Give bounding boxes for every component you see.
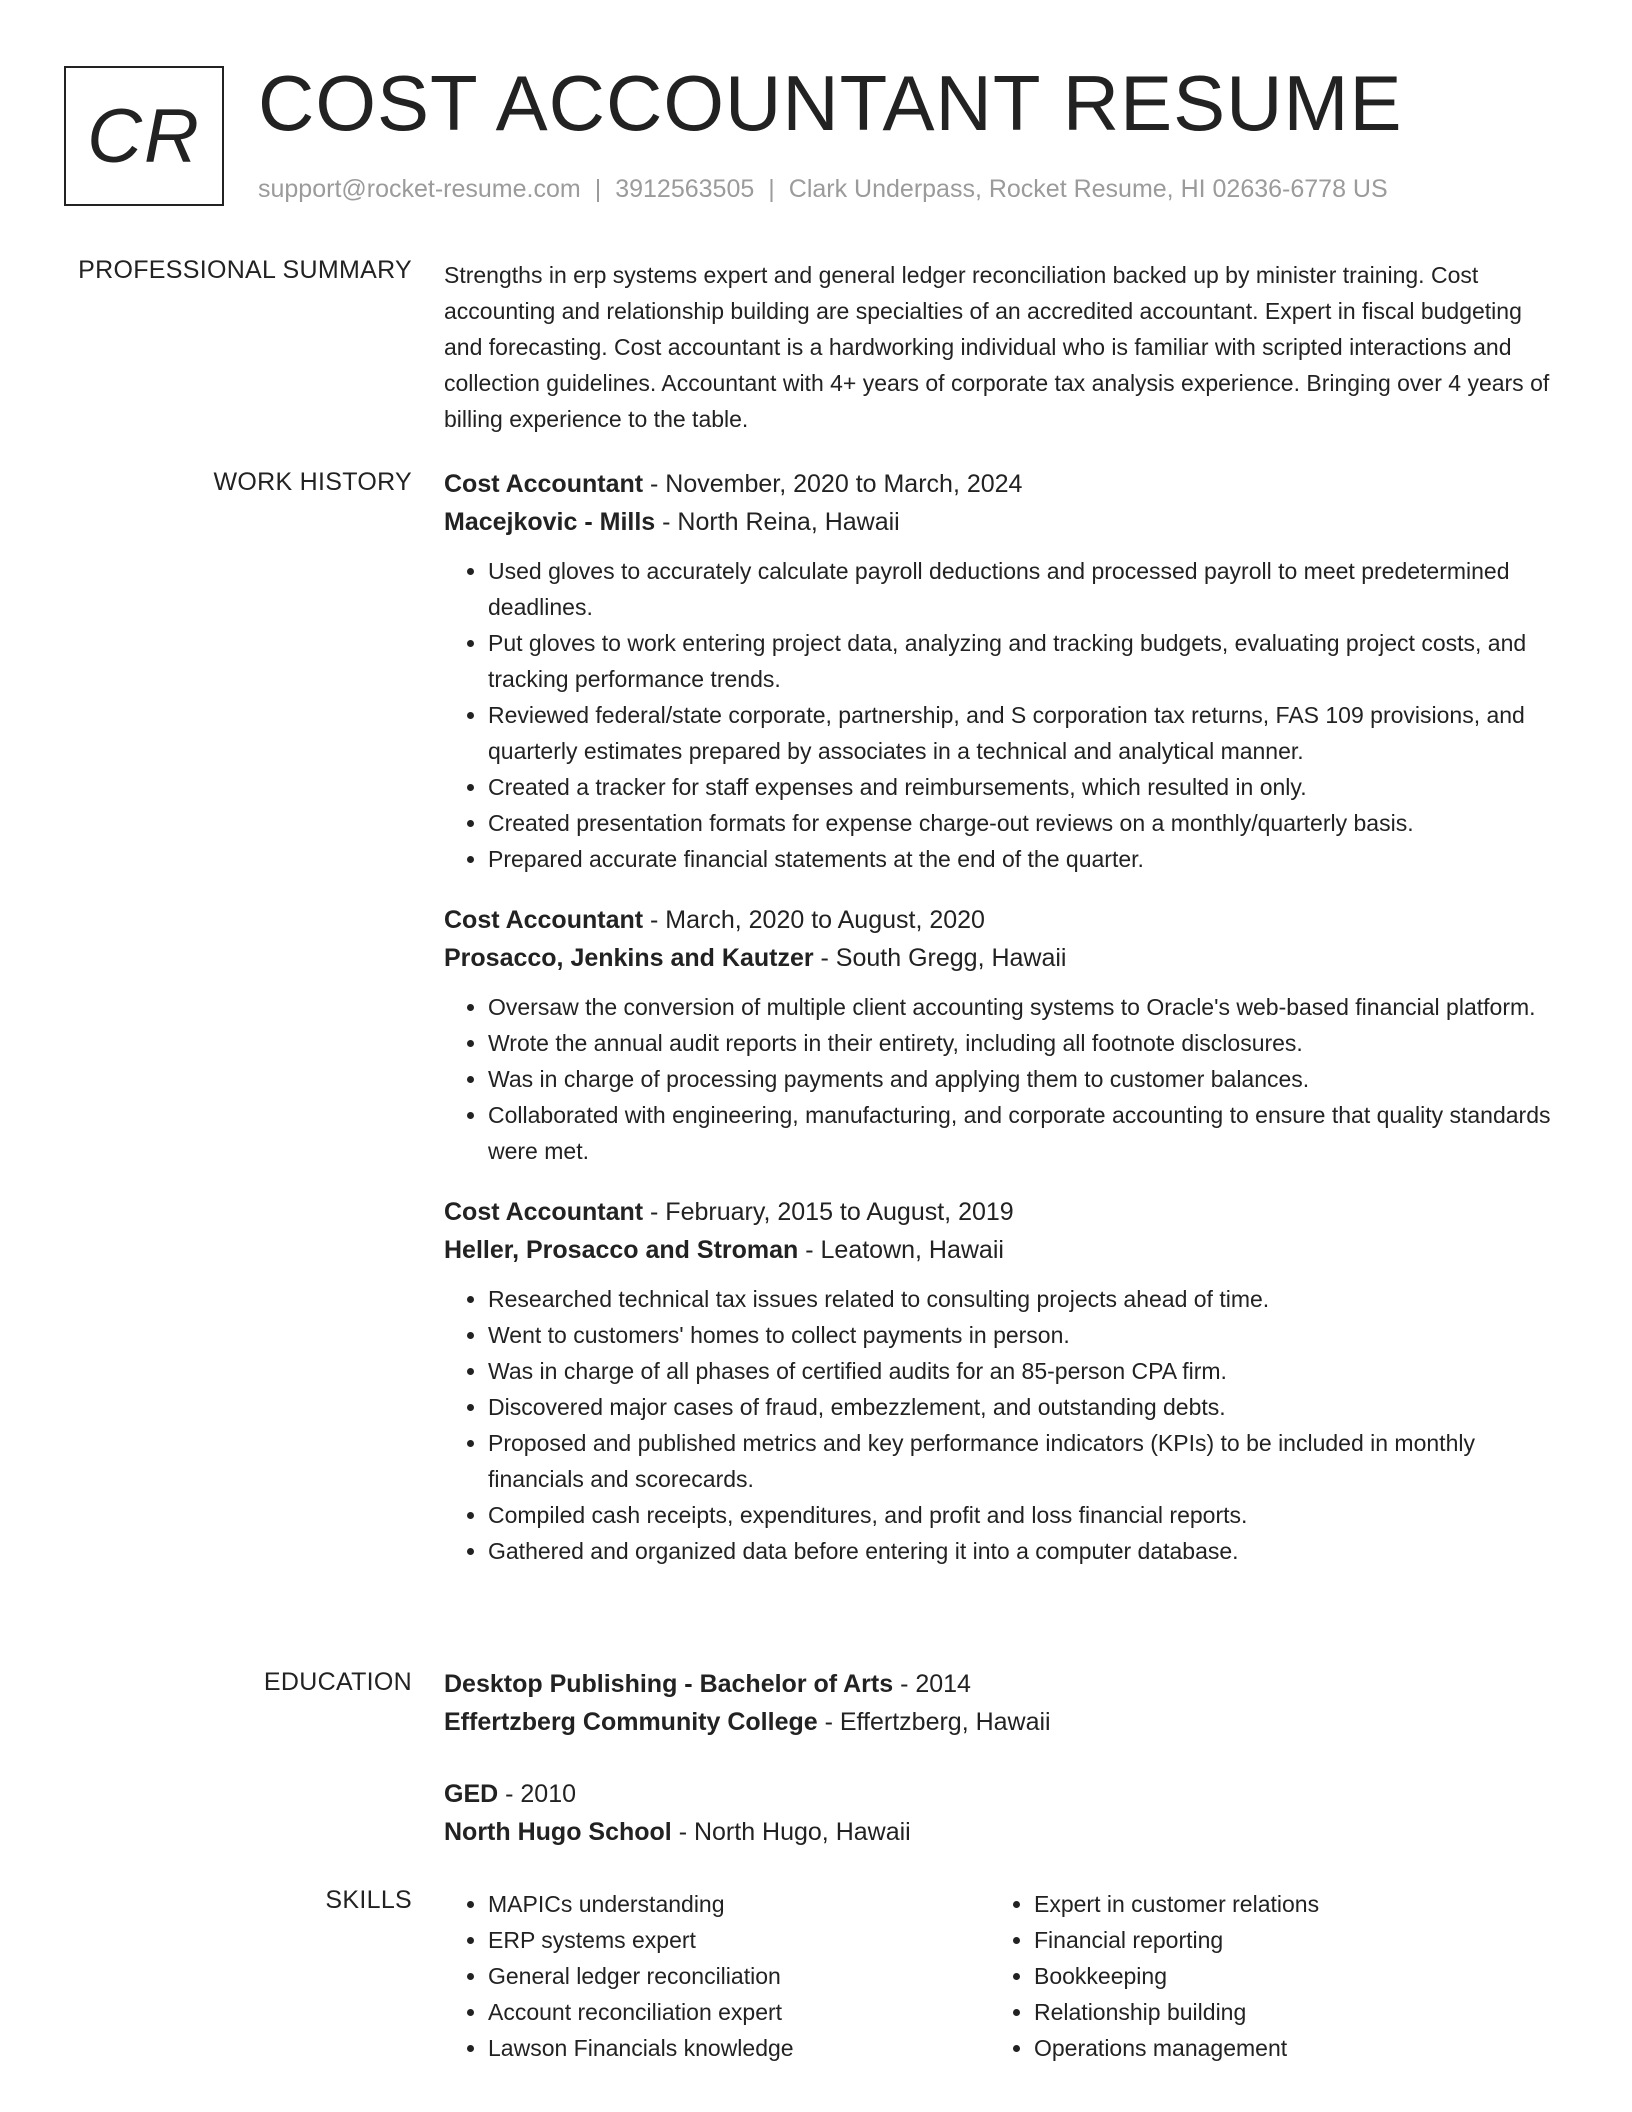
education-entry [444,1665,1560,1741]
education-body [444,1665,1560,1885]
skill-item: • Account reconciliation expert [488,1994,990,2030]
job-dates: - March, 2020 to August, 2020 [643,906,985,934]
education-school-line [444,1703,1560,1741]
summary-text: Strengths in erp systems expert and general ledger reconciliation backed up by minister training. Cost accounting and relationship building are specialties of an accredited accountant. Expert in fiscal budgeting and forecasting. Cost accountant is a hardworking individual who is familiar with scripted interactions and collection guidelines. Accountant with 4+ years of corporate tax analysis experience. Bringing over 4 years of billing experience to the table. [444,262,1550,432]
job-bullets [444,553,1560,877]
skill-item: • Bookkeeping [1034,1958,1536,1994]
skill-item: • Expert in customer relations [1034,1886,1536,1922]
contact-phone[interactable]: 3912563505 [615,175,755,203]
education-school-line [444,1813,1560,1851]
job-company: Prosacco, Jenkins and Kautzer [444,944,814,972]
job-bullet: • Put gloves to work entering project data, analyzing and tracking budgets, evaluating project costs, and tracking performance trends. [488,625,1560,697]
job-company-line [444,503,1560,541]
job-location: - Leatown, Hawaii [798,1236,1004,1264]
education-degree: GED [444,1780,499,1808]
job-bullet: • Proposed and published metrics and key performance indicators (KPIs) to be included in monthly financials and scorecards. [488,1425,1560,1497]
job-bullets [444,989,1560,1169]
contact-line [258,175,1388,204]
job-company: Heller, Prosacco and Stroman [444,1236,799,1264]
job-bullet: • Researched technical tax issues related to consulting projects ahead of time. [488,1281,1560,1317]
job-bullet: • Created a tracker for staff expenses and reimbursements, which resulted in only. [488,769,1560,805]
job-bullet: • Created presentation formats for expense charge-out reviews on a monthly/quarterly basis. [488,805,1560,841]
skill-item: • General ledger reconciliation [488,1958,990,1994]
skills-list [990,1886,1536,2066]
job-bullet: • Went to customers' homes to collect payments in person. [488,1317,1560,1353]
job-location: - North Reina, Hawaii [655,508,900,536]
job-bullet: • Was in charge of all phases of certified audits for an 85-person CPA firm. [488,1353,1560,1389]
education-location: - Effertzberg, Hawaii [817,1708,1051,1736]
monogram-logo [64,66,224,206]
education-school: North Hugo School [444,1818,672,1846]
skill-item: • Lawson Financials knowledge [488,2030,990,2066]
skills-list [444,1886,990,2066]
monogram-text: CR [87,93,201,179]
job-bullet: • Was in charge of processing payments and applying them to customer balances. [488,1061,1560,1097]
job-company-line [444,939,1560,977]
education-year: - 2014 [893,1670,971,1698]
job-dates: - November, 2020 to March, 2024 [643,470,1023,498]
skills-body [444,1886,1560,2066]
education-location: - North Hugo, Hawaii [671,1818,911,1846]
education-year: - 2010 [498,1780,577,1808]
skills-columns [444,1886,1560,2066]
job-bullet: • Prepared accurate financial statements at the end of the quarter. [488,841,1560,877]
job-bullet: • Oversaw the conversion of multiple client accounting systems to Oracle's web-based financial platform. [488,989,1560,1025]
job-bullet: • Used gloves to accurately calculate payroll deductions and processed payroll to meet predetermined deadlines. [488,553,1560,625]
job-entry [444,1193,1560,1569]
job-bullet: • Wrote the annual audit reports in their entirety, including all footnote disclosures. [488,1025,1560,1061]
contact-address: Clark Underpass, Rocket Resume, HI 02636-6778 US [788,175,1388,203]
skill-item: • Operations management [1034,2030,1536,2066]
job-title-line [444,1193,1560,1231]
job-title: Cost Accountant [444,470,644,498]
skills-column-right [990,1886,1536,2066]
job-title: Cost Accountant [444,906,644,934]
skill-item: • MAPICs understanding [488,1886,990,1922]
section-label-skills: SKILLS [325,1886,412,1914]
job-company-line [444,1231,1560,1269]
job-bullet: • Collaborated with engineering, manufacturing, and corporate accounting to ensure that quality standards were met. [488,1097,1560,1169]
job-company: Macejkovic - Mills [444,508,656,536]
summary-body [444,257,1560,437]
job-bullet: • Gathered and organized data before entering it into a computer database. [488,1533,1560,1569]
page-title: COST ACCOUNTANT RESUME [258,59,1403,147]
education-degree: Desktop Publishing - Bachelor of Arts [444,1670,894,1698]
job-entry [444,465,1560,877]
job-dates: - February, 2015 to August, 2019 [643,1198,1014,1226]
work-history-body [444,465,1560,1593]
skill-item: • ERP systems expert [488,1922,990,1958]
job-title-line [444,465,1560,503]
education-degree-line [444,1775,1560,1813]
job-bullet: • Reviewed federal/state corporate, partnership, and S corporation tax returns, FAS 109 provisions, and quarterly estimates prepared by associates in a technical and analytical manner. [488,697,1560,769]
job-bullet: • Discovered major cases of fraud, embezzlement, and outstanding debts. [488,1389,1560,1425]
section-label-education: EDUCATION [263,1668,412,1696]
section-label-summary: PROFESSIONAL SUMMARY [78,256,412,284]
job-bullet: • Compiled cash receipts, expenditures, and profit and loss financial reports. [488,1497,1560,1533]
job-entry [444,901,1560,1169]
job-location: - South Gregg, Hawaii [813,944,1067,972]
job-title-line [444,901,1560,939]
job-title: Cost Accountant [444,1198,644,1226]
skill-item: • Financial reporting [1034,1922,1536,1958]
contact-separator: | [768,175,775,203]
education-entry [444,1775,1560,1851]
section-label-work-history: WORK HISTORY [213,468,412,496]
job-bullets [444,1281,1560,1569]
skill-item: • Relationship building [1034,1994,1536,2030]
contact-separator: | [594,175,602,203]
education-degree-line [444,1665,1560,1703]
skills-column-left [444,1886,990,2066]
education-school: Effertzberg Community College [444,1708,818,1736]
contact-email[interactable]: support@rocket-resume.com [258,175,581,203]
